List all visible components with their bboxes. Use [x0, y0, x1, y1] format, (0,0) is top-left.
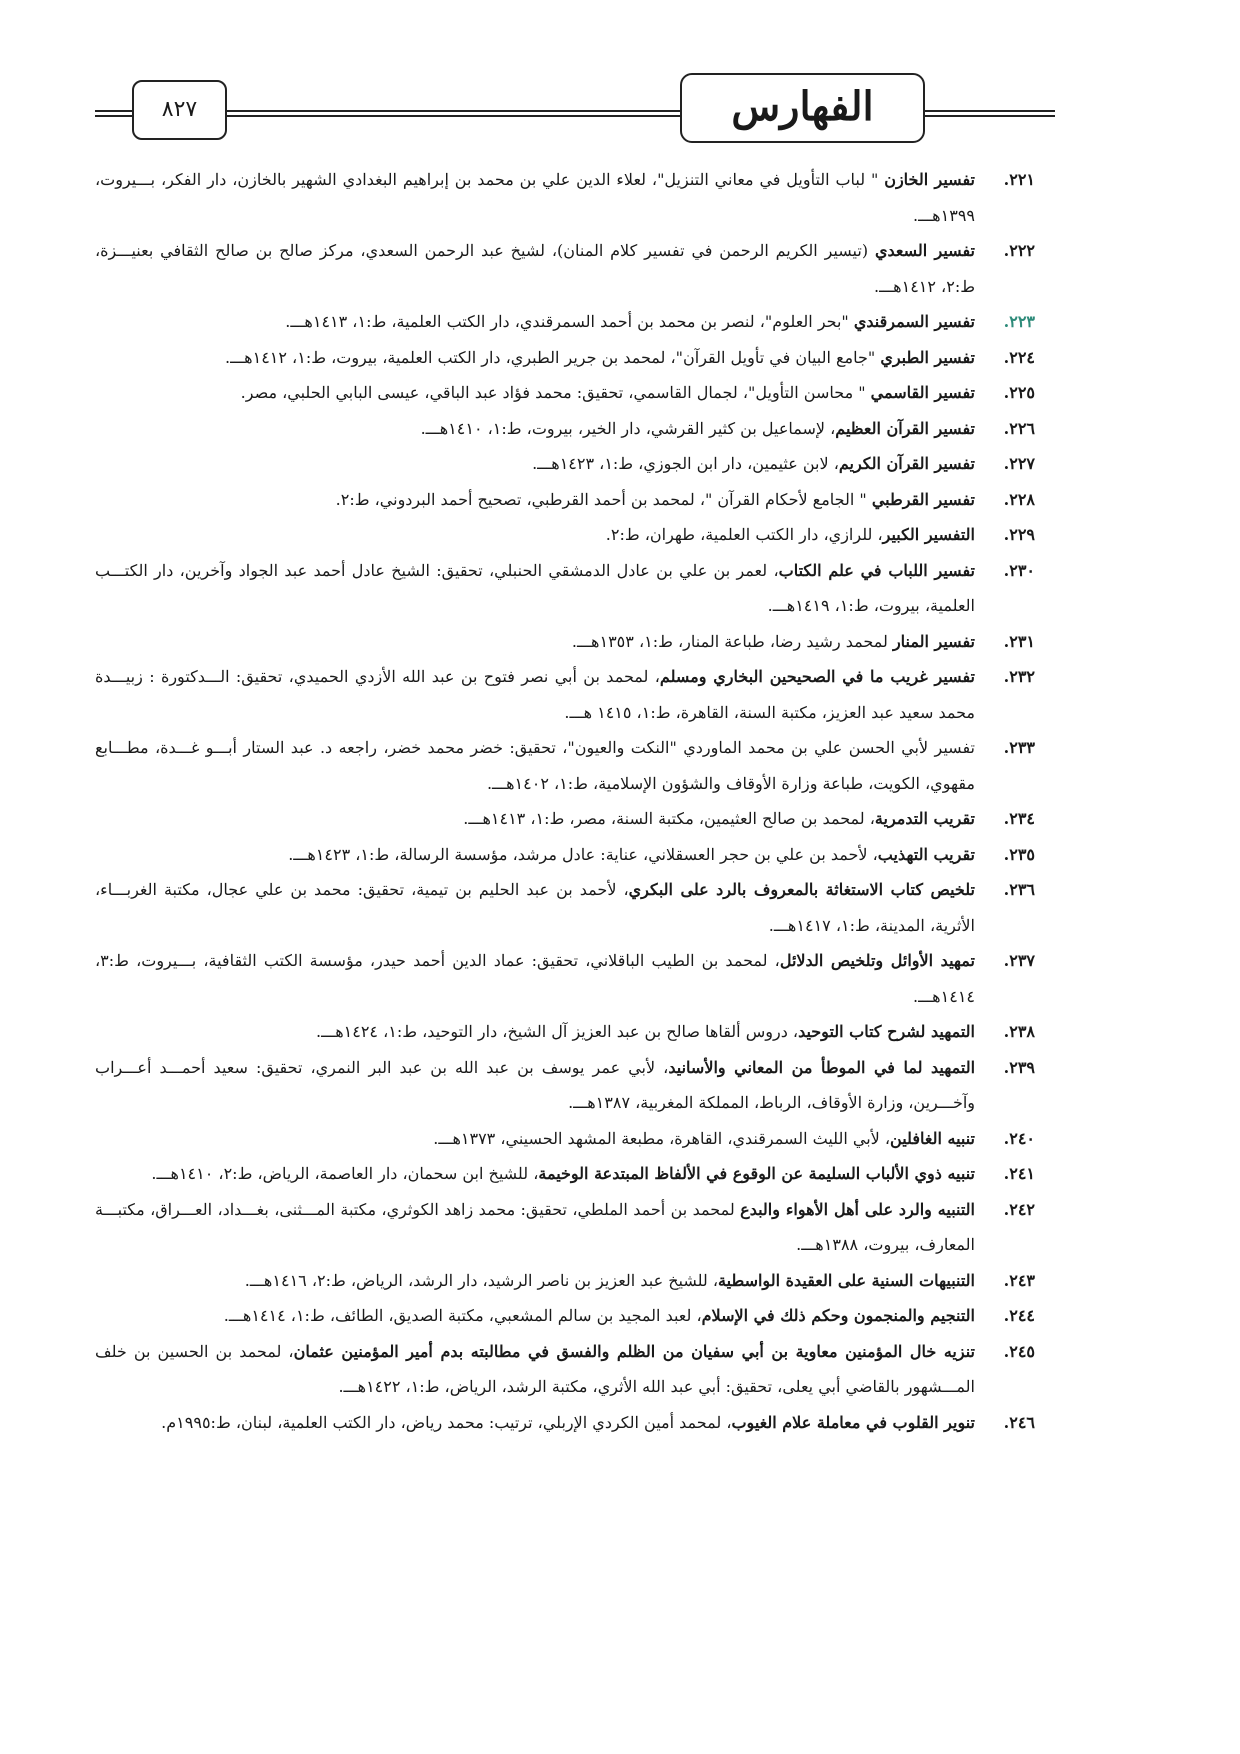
bibliography-entry — [95, 624, 1035, 660]
entry-details: ، للشيخ ابن سحمان، دار العاصمة، الرياض، ط:٢، ١٤١٠هـــ. — [151, 1164, 539, 1183]
entry-title: تنوير القلوب في معاملة علام الغيوب — [731, 1412, 975, 1432]
entry-number: ٢٣٠. — [1003, 560, 1035, 580]
bibliography-entry — [95, 1014, 1035, 1050]
entry-number: ٢٣٣. — [1003, 738, 1035, 757]
entry-details: ، دروس ألقاها صالح بن عبد العزيز آل الشيخ، دار التوحيد، ط:١، ١٤٢٤هـــ. — [316, 1022, 799, 1041]
entry-number: ٢٤٤. — [1003, 1306, 1035, 1325]
entry-details: ، لعمر بن علي بن عادل الدمشقي الحنبلي، تحقيق: الشيخ عادل أحمد عبد الجواد وآخرين، دار الكتـــب العلمية، بيروت، ط:١، ١٤١٩هـــ. — [95, 560, 975, 615]
entry-title: تفسير الطبري — [880, 347, 975, 367]
entry-title: تفسير القرآن الكريم — [838, 454, 975, 473]
bibliography-entry — [95, 1121, 1035, 1157]
bibliography-entry — [95, 411, 1035, 447]
entry-title: التمهيد لشرح كتاب التوحيد — [798, 1022, 975, 1041]
bibliography-entry — [95, 233, 1035, 304]
entry-title: تلخيص كتاب الاستغاثة بالمعروف بالرد على البكري — [628, 880, 975, 899]
entry-number: ٢٢١. — [1003, 170, 1035, 189]
header-rule-middle-top — [227, 110, 682, 112]
entry-details: " الجامع لأحكام القرآن "، لمحمد بن أحمد القرطبي، تصحيح أحمد البردوني، ط:٢. — [335, 489, 872, 509]
entry-details: ، لإسماعيل بن كثير القرشي، دار الخير، بيروت، ط:١، ١٤١٠هـــ. — [420, 418, 836, 438]
entry-number: ٢٤٦. — [1003, 1412, 1035, 1432]
bibliography-entry — [95, 446, 1035, 482]
bibliography-entry — [95, 801, 1035, 837]
entry-title: تقريب التدمرية — [874, 809, 975, 828]
entry-title: التنبيهات السنية على العقيدة الواسطية — [718, 1270, 975, 1290]
entry-number: ٢٣١. — [1003, 631, 1035, 651]
entry-number: ٢٣٤. — [1003, 809, 1035, 828]
bibliography-entry — [95, 1263, 1035, 1299]
bibliography-entry — [95, 1050, 1035, 1121]
bibliography-entry — [95, 1298, 1035, 1334]
entry-title: التفسير الكبير — [882, 525, 975, 544]
entry-number: ٢٢٩. — [1003, 525, 1035, 544]
section-title: الفهارس — [680, 73, 925, 143]
entry-details: ، لأبي عمر يوسف بن عبد الله بن عبد البر النمري، تحقيق: سعيد أحمـــد أعـــراب وآخـــرين، وزارة الأوقاف، الرباط، المملكة المغربية، ١٣٨٧هـــ. — [95, 1057, 975, 1112]
bibliography-entry — [95, 1156, 1035, 1192]
entry-details: ، لمحمد بن أبي نصر فتوح بن عبد الله الأزدي الحميدي، تحقيق: الـــدكتورة : زبيـــدة محمد سعيد عبد العزيز، مكتبة السنة، القاهرة، ط:١، ١٤١٥ هـــ. — [95, 667, 975, 722]
entry-details: لمحمد بن أحمد الملطي، تحقيق: محمد زاهد الكوثري، مكتبة المـــثنى، بغـــداد، العـــراق، مكتبـــة المعارف، بيروت، ١٣٨٨هـــ. — [95, 1199, 975, 1254]
entry-details: ، لمحمد بن الحسين بن خلف المـــشهور بالقاضي أبي يعلى، تحقيق: أبي عبد الله الأثري، مكتبة الرشد، الرياض، ط:١، ١٤٢٢هـــ. — [95, 1341, 975, 1396]
bibliography-entry — [95, 375, 1035, 411]
bibliography-entry — [95, 837, 1035, 873]
entry-number: ٢٣٢. — [1003, 667, 1035, 686]
entry-title: تنزيه خال المؤمنين معاوية بن أبي سفيان من الظلم والفسق في مطالبته بدم أمير المؤمنين عثمان — [293, 1341, 975, 1361]
entry-number: ٢٢٥. — [1003, 383, 1035, 402]
entry-title: التنجيم والمنجمون وحكم ذلك في الإسلام — [701, 1306, 975, 1325]
header-rule-left-bottom — [95, 115, 133, 117]
entry-number: ٢٣٧. — [1003, 951, 1035, 970]
bibliography-list — [95, 162, 1035, 1440]
bibliography-entry — [95, 659, 1035, 730]
entry-title: تفسير غريب ما في الصحيحين البخاري ومسلم — [659, 667, 976, 686]
entry-title: تمهيد الأوائل وتلخيص الدلائل — [779, 951, 975, 970]
page-header — [0, 0, 1240, 150]
entry-details: "بحر العلوم"، لنصر بن محمد بن أحمد السمرقندي، دار الكتب العلمية، ط:١، ١٤١٣هـــ. — [285, 312, 854, 331]
bibliography-entry — [95, 943, 1035, 1014]
entry-number: ٢٤٢. — [1003, 1199, 1035, 1219]
bibliography-entry — [95, 1334, 1035, 1405]
page-number: ٨٢٧ — [132, 80, 227, 140]
bibliography-entry — [95, 553, 1035, 624]
entry-details: ، لعبد المجيد بن سالم المشعبي، مكتبة الصديق، الطائف، ط:١، ١٤١٤هـــ. — [223, 1306, 702, 1325]
entry-title: تقريب التهذيب — [877, 844, 975, 864]
bibliography-entry — [95, 1192, 1035, 1263]
bibliography-entry — [95, 162, 1035, 233]
bibliography-entry — [95, 872, 1035, 943]
entry-details: تفسير لأبي الحسن علي بن محمد الماوردي "النكت والعيون"، تحقيق: خضر محمد خضر، راجعه د. عبد الستار أبـــو غـــدة، مطـــابع مقهوي، الكويت، طباعة وزارة الأوقاف والشؤون الإسلامية، ط:١، ١٤٠٢هـــ. — [95, 738, 975, 793]
entry-details: " لباب التأويل في معاني التنزيل"، لعلاء الدين علي بن محمد بن إبراهيم البغدادي الشهير بالخازن، دار الفكر، بـــيروت، ١٣٩٩هـــ. — [95, 170, 975, 225]
header-rule-middle-bottom — [227, 115, 682, 117]
entry-number: ٢٤٥. — [1003, 1341, 1035, 1361]
header-rule-right-bottom — [925, 115, 1055, 117]
entry-details: ، لأحمد بن عبد الحليم بن تيمية، تحقيق: محمد بن علي عجال، مكتبة الغربـــاء، الأثرية، المدينة، ط:١، ١٤١٧هـــ. — [95, 880, 975, 935]
entry-details: ، لمحمد بن الطيب الباقلاني، تحقيق: عماد الدين أحمد حيدر، مؤسسة الكتب الثقافية، بـــيروت، ط:٣، ١٤١٤هـــ. — [95, 951, 975, 1006]
bibliography-entry — [95, 304, 1035, 340]
entry-title: التنبيه والرد على أهل الأهواء والبدع — [740, 1199, 975, 1219]
entry-title: تفسير السعدي — [874, 241, 976, 260]
entry-details: ، لمحمد أمين الكردي الإربلي، ترتيب: محمد رياض، دار الكتب العلمية، لبنان، ط:١٩٩٥م. — [161, 1412, 732, 1432]
entry-number: ٢٣٥. — [1003, 844, 1035, 864]
entry-details: ، لأبي الليث السمرقندي، القاهرة، مطبعة المشهد الحسيني، ١٣٧٣هـــ. — [433, 1128, 891, 1148]
header-rule-right-top — [925, 110, 1055, 112]
entry-number: ٢٤٠. — [1003, 1128, 1035, 1148]
entry-title: تنبيه ذوي الألباب السليمة عن الوقوع في الألفاظ المبتدعة الوخيمة — [538, 1164, 975, 1183]
entry-title: تفسير المنار — [892, 631, 975, 651]
entry-details: ، للرازي، دار الكتب العلمية، طهران، ط:٢. — [605, 525, 883, 544]
entry-number: ٢٤١. — [1003, 1164, 1035, 1183]
bibliography-entry — [95, 482, 1035, 518]
entry-title: تفسير القرآن العظيم — [835, 418, 975, 438]
entry-details: ، للشيخ عبد العزيز بن ناصر الرشيد، دار الرشد، الرياض، ط:٢، ١٤١٦هـــ. — [244, 1270, 719, 1290]
bibliography-entry — [95, 517, 1035, 553]
entry-title: تفسير السمرقندي — [853, 312, 975, 331]
entry-number: ٢٣٩. — [1003, 1057, 1035, 1077]
entry-number: ٢٢٨. — [1003, 489, 1035, 509]
entry-number: ٢٢٦. — [1003, 418, 1035, 438]
entry-details: ، لأحمد بن علي بن حجر العسقلاني، عناية: عادل مرشد، مؤسسة الرسالة، ط:١، ١٤٢٣هـــ. — [288, 844, 878, 864]
entry-details: لمحمد رشيد رضا، طباعة المنار، ط:١، ١٣٥٣هـــ. — [571, 631, 893, 651]
entry-title: التمهيد لما في الموطأ من المعاني والأسانيد — [668, 1057, 976, 1077]
entry-number: ٢٤٣. — [1003, 1270, 1035, 1290]
entry-number: ٢٢٧. — [1003, 454, 1035, 473]
entry-details: " محاسن التأويل"، لجمال القاسمي، تحقيق: محمد فؤاد عبد الباقي، عيسى البابي الحلبي، مصر. — [240, 383, 871, 402]
entry-details: "جامع البيان في تأويل القرآن"، لمحمد بن جرير الطبري، دار الكتب العلمية، بيروت، ط:١، ١٤١٢هـــ. — [225, 347, 881, 367]
entry-title: تفسير القرطبي — [871, 489, 975, 509]
bibliography-entry — [95, 730, 1035, 801]
header-rule-left-top — [95, 110, 133, 112]
entry-title: تفسير الخازن — [884, 170, 976, 189]
entry-title: تنبيه الغافلين — [890, 1128, 975, 1148]
entry-number: ٢٢٢. — [1003, 241, 1035, 260]
entry-details: ، لمحمد بن صالح العثيمين، مكتبة السنة، مصر، ط:١، ١٤١٣هـــ. — [463, 809, 875, 828]
entry-details: (تيسير الكريم الرحمن في تفسير كلام المنان)، لشيخ عبد الرحمن السعدي، مركز صالح بن صالح الثقافي بعنيـــزة، ط:٢، ١٤١٢هـــ. — [95, 241, 975, 296]
entry-number: ٢٢٤. — [1003, 347, 1035, 367]
entry-title: تفسير القاسمي — [870, 383, 975, 402]
entry-details: ، لابن عثيمين، دار ابن الجوزي، ط:١، ١٤٢٣هـــ. — [532, 454, 839, 473]
entry-number: ٢٣٦. — [1003, 880, 1035, 899]
bibliography-entry — [95, 340, 1035, 376]
entry-title: تفسير اللباب في علم الكتاب — [778, 560, 976, 580]
entry-number: ٢٣٨. — [1003, 1022, 1035, 1041]
entry-number: ٢٢٣. — [1003, 312, 1035, 331]
bibliography-entry — [95, 1405, 1035, 1441]
